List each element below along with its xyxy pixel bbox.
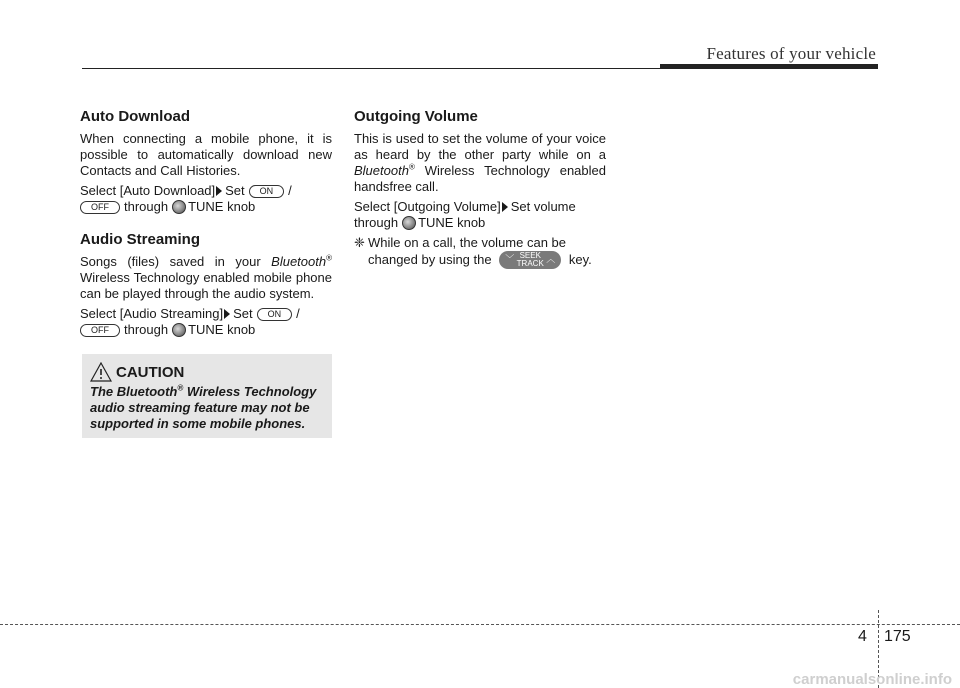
section-title: Outgoing Volume: [354, 108, 478, 125]
caution-text: [90, 384, 330, 432]
text: Wireless Technology enabled mobile phone can be played through the audio system.: [80, 270, 332, 301]
instruction-set: Set volume: [510, 199, 576, 214]
arrow-right-icon: [224, 309, 230, 319]
text: This is used to set the volume of your voice as heard by the other party while on a: [354, 131, 606, 162]
text: The Bluetooth: [90, 384, 178, 399]
header-accent-bar: [660, 64, 878, 69]
note-text: [368, 235, 606, 269]
section-auto-download: [80, 108, 332, 215]
off-pill: OFF: [80, 201, 120, 214]
seek-track-key-icon: [499, 251, 561, 269]
note-mark: ❈: [354, 235, 365, 250]
arrow-right-icon: [502, 202, 508, 212]
instruction-select: Select [Audio Streaming]: [80, 306, 224, 321]
slash: /: [296, 306, 300, 321]
on-pill: ON: [249, 185, 285, 198]
section-audio-streaming: [80, 231, 332, 338]
watermark: carmanualsonline.info: [792, 671, 952, 688]
registered-mark: ®: [408, 162, 415, 172]
tune-knob-icon: [172, 323, 186, 337]
slash: /: [288, 183, 292, 198]
instruction: [80, 183, 332, 215]
off-pill: OFF: [80, 324, 120, 337]
paragraph: [354, 131, 606, 195]
chevron-up-icon: ︿: [546, 254, 556, 264]
text: Songs (files) saved in your: [80, 254, 261, 269]
instruction: [80, 306, 332, 338]
chapter-number: 4: [858, 628, 867, 645]
instruction: [354, 199, 606, 231]
chevron-down-icon: ﹀: [505, 254, 515, 264]
caution-title: CAUTION: [116, 363, 185, 381]
tune-text: TUNE knob: [188, 199, 256, 214]
paragraph: When connecting a mobile phone, it is possible to automatically download new Contacts and Call Histories.: [80, 131, 332, 178]
through-text: through: [124, 322, 169, 337]
text: While on a call, the volume can be changed by using the: [368, 235, 566, 267]
instruction-select: Select [Outgoing Volume]: [354, 199, 501, 214]
text: audio streaming feature may not be: [90, 400, 310, 415]
through-text: through: [124, 199, 169, 214]
section-outgoing-volume: [354, 108, 606, 269]
key-label-track: TRACK: [516, 259, 544, 268]
text: supported in some mobile phones.: [90, 416, 306, 431]
bluetooth-text: Bluetooth: [271, 254, 327, 269]
instruction-select: Select [Auto Download]: [80, 183, 216, 198]
tune-text: TUNE knob: [188, 322, 256, 337]
left-column: [80, 108, 332, 350]
registered-mark: ®: [326, 253, 332, 263]
note: [354, 235, 606, 269]
registered-mark: ®: [177, 383, 184, 393]
bluetooth-text: Bluetooth: [354, 163, 409, 178]
tune-knob-icon: [402, 216, 416, 230]
instruction-set: Set: [225, 183, 245, 198]
footer-rule: [0, 624, 960, 625]
on-pill: ON: [257, 308, 293, 321]
arrow-right-icon: [216, 186, 222, 196]
tune-text: TUNE knob: [418, 215, 486, 230]
text: Wireless Technology enabled handsfree call.: [354, 163, 606, 194]
paragraph: [80, 254, 332, 302]
caution-header: [90, 362, 184, 382]
right-column: [354, 108, 606, 281]
page-number: 175: [884, 628, 911, 645]
through-text: through: [354, 215, 399, 230]
caution-box: [82, 354, 332, 438]
page-header-title: Features of your vehicle: [706, 44, 876, 63]
tune-knob-icon: [172, 200, 186, 214]
section-title: Auto Download: [80, 108, 190, 125]
instruction-set: Set: [233, 306, 253, 321]
text: key.: [568, 252, 592, 267]
header-rule: [82, 68, 660, 69]
warning-triangle-icon: [90, 362, 112, 382]
key-label-seek: SEEK: [519, 251, 541, 260]
section-title: Audio Streaming: [80, 231, 201, 248]
text: Wireless Technology: [186, 384, 317, 399]
